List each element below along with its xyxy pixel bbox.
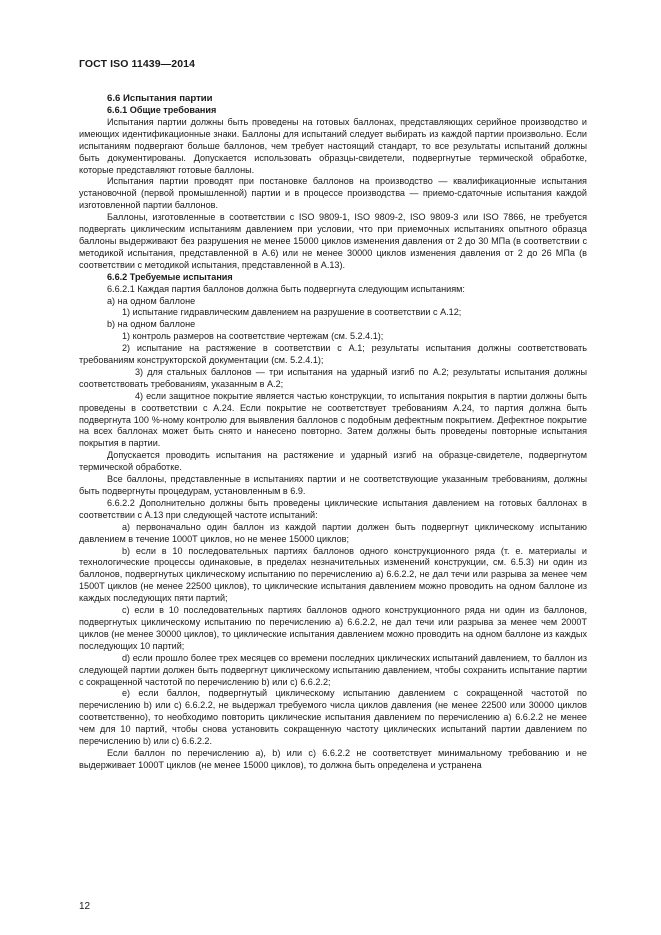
paragraph: Испытания партии должны быть проведены на готовых баллонах, представляющих серийное производство и имеющих идентификационные знаки. Баллоны для испытаний следует выбирать из каждой партии произвольно. Если испытаниям подвергают больше баллонов, чем требует настоящий стандарт, то все результаты испытаний должны быть документированы. Допускается использовать образцы-свидетели, подвергнутые термической обработке, которые представляют готовые баллоны. [79,116,587,175]
list-item: а) первоначально один баллон из каждой партии должен быть подвергнут циклическому испытанию давлением в течение 1000T циклов, но не менее 15000 циклов; [79,521,587,544]
paragraph: Если баллон по перечислению а), b) или с) 6.6.2.2 не соответствует минимальному требованию и не выдерживает 1000T циклов (не менее 15000 циклов), то должна быть определена и устранена [79,747,587,770]
document-header: ГОСТ ISO 11439—2014 [79,58,196,70]
list-item: е) если баллон, подвергнутый циклическому испытанию давлением с сокращенной частотой по перечислению b) или с) 6.6.2.2, не выдержал требуемого числа циклов давления (не менее 22500 или 30000 циклов соответственно), то необходимо повторить циклические испытания давлением по перечислению а) 6.6.2.2 не менее чем для 10 партий, чтобы снова установить сокращенную частоту циклических испытаний партии давлением по перечислению b) или с) 6.6.2.2. [79,688,587,747]
list-item: 2) испытание на растяжение в соответствии с А.1; результаты испытания должны соответствовать требованиям конструкторской документации (см. 5.2.4.1); [79,343,587,366]
list-item: b) если в 10 последовательных партиях баллонов одного конструкционного ряда (т. е. материалы и технологические процессы одинаковые, в пределах незначительных изменений конструкции, см. 6.5.3) ни один из баллонов, подвергнутых циклическому испытанию по перечислению а) 6.6.2.2, не дал течи или разрыва за менее чем 1500T циклов (не менее 22500 циклов), то циклические испытания давлением можно проводить на одном баллоне из каждых последующих пяти партий; [79,545,587,604]
list-item: 1) контроль размеров на соответствие чертежам (см. 5.2.4.1); [122,331,384,342]
list-item: а) на одном баллоне [107,295,196,306]
list-item: 4) если защитное покрытие является частью конструкции, то испытания покрытия в партии должны быть проведены в соответствии с А.24. Если покрытие не соответствует требованиям А.24, то партия должна быть подвергнута 100 %-ному контролю для выявления баллонов с подобным дефектным покрытием. Дефектное покрытие на всех баллонах может быть снято и нанесено повторно. Затем должны быть проведены повторные испытания покрытия в партии. [79,390,587,449]
subsection-heading-6-6-1: 6.6.1 Общие требования [107,105,217,115]
list-item: 1) испытание гидравлическим давлением на разрушение в соответствии с А.12; [122,307,462,318]
list-item: 3) для стальных баллонов — три испытания на ударный изгиб по А.2; результаты испытания должны соответствовать требованиям, указанным в А.2; [79,366,587,389]
list-item: d) если прошло более трех месяцев со времени последних циклических испытаний давлением, то баллон из следующей партии должен быть подвергнут циклическому испытанию давлением, чтобы сохранить испытание партии с сокращенной частотой по перечислению b) или с) 6.6.2.2; [79,652,587,687]
paragraph: 6.6.2.1 Каждая партия баллонов должна быть подвергнута следующим испытаниям: [107,283,465,294]
paragraph: 6.6.2.2 Дополнительно должны быть проведены циклические испытания давлением на готовых баллонах в соответствии с А.13 при следующей частоте испытаний: [79,497,587,520]
subsection-heading-6-6-2: 6.6.2 Требуемые испытания [107,271,233,282]
list-item: b) на одном баллоне [107,319,196,330]
paragraph: Допускается проводить испытания на растяжение и ударный изгиб на образце-свидетеле, подвергнутом термической обработке. [79,450,587,473]
section-heading-6-6: 6.6 Испытания партии [107,93,213,104]
document-body [79,93,587,772]
list-item: с) если в 10 последовательных партиях баллонов одного конструкционного ряда ни один из баллонов, подвергнутых циклическому испытанию по перечислению а) 6.6.2.2, не дал течи или разрыва за менее чем 2000T циклов (не менее 30000 циклов), то циклические испытания давлением можно проводить на одном баллоне из каждых последующих 10 партий; [79,605,587,651]
paragraph: Испытания партии проводят при постановке баллонов на производство — квалификационные испытания установочной (первой промышленной) партии и в процессе производства — приемо-сдаточные испытания каждой изготовленной партии баллонов. [79,176,587,211]
page-number: 12 [79,901,91,912]
paragraph: Все баллоны, представленные в испытаниях партии и не соответствующие указанным требованиям, должны быть подвергнуты процедурам, установленным в 6.9. [79,474,587,496]
paragraph: Баллоны, изготовленные в соответствии с ISO 9809-1, ISO 9809-2, ISO 9809-3 или ISO 7866, не требуется подвергать циклическим испытаниям давлением при условии, что при приемочных испытаниях опытного образца баллоны выдерживают без разрушения не менее 15000 циклов изменения давления от 2 до 30 МПа (в соответствии с методикой испытания, представленной в А.6) или не менее 30000 циклов изменения давления от 2 до 26 МПа (в соответствии с методикой испытания, представленной в А.13). [79,212,587,270]
